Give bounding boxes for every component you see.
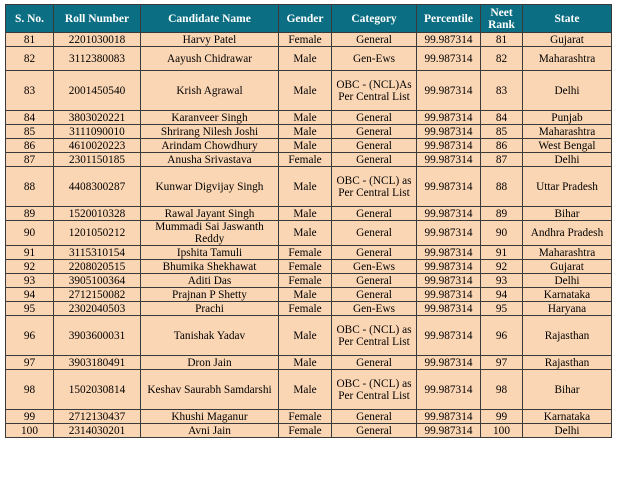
category-cell: General — [332, 153, 417, 167]
neet-rank-cell: 94 — [481, 288, 523, 302]
category-cell: General — [332, 221, 417, 246]
sno-cell: 96 — [6, 316, 54, 356]
table-row — [6, 424, 612, 438]
table-row — [6, 111, 612, 125]
percentile-cell: 99.987314 — [417, 71, 481, 111]
candidate-name-cell: Tanishak Yadav — [141, 316, 279, 356]
roll-number-cell: 3803020221 — [54, 111, 141, 125]
sno-cell: 90 — [6, 221, 54, 246]
percentile-cell: 99.987314 — [417, 153, 481, 167]
roll-number-cell: 4610020223 — [54, 139, 141, 153]
candidate-name-cell: Aayush Chidrawar — [141, 47, 279, 71]
state-cell: Delhi — [523, 153, 612, 167]
roll-number-cell: 3115310154 — [54, 246, 141, 260]
candidate-name-cell: Aditi Das — [141, 274, 279, 288]
sno-cell: 93 — [6, 274, 54, 288]
percentile-cell: 99.987314 — [417, 274, 481, 288]
roll-number-cell: 4408300287 — [54, 167, 141, 207]
neet-rank-cell: 91 — [481, 246, 523, 260]
percentile-cell: 99.987314 — [417, 424, 481, 438]
state-cell: Gujarat — [523, 260, 612, 274]
percentile-cell: 99.987314 — [417, 207, 481, 221]
sno-cell: 85 — [6, 125, 54, 139]
sno-cell: 83 — [6, 71, 54, 111]
percentile-cell: 99.987314 — [417, 302, 481, 316]
header-row — [6, 5, 612, 33]
state-cell: Maharashtra — [523, 246, 612, 260]
table-row — [6, 71, 612, 111]
gender-cell: Female — [279, 153, 332, 167]
candidate-name-cell: Khushi Maganur — [141, 410, 279, 424]
candidate-name-cell: Keshav Saurabh Samdarshi — [141, 370, 279, 410]
gender-cell: Male — [279, 316, 332, 356]
percentile-cell: 99.987314 — [417, 260, 481, 274]
gender-cell: Female — [279, 424, 332, 438]
roll-number-cell: 2314030201 — [54, 424, 141, 438]
sno-cell: 86 — [6, 139, 54, 153]
gender-cell: Male — [279, 111, 332, 125]
sno-cell: 97 — [6, 356, 54, 370]
percentile-cell: 99.987314 — [417, 221, 481, 246]
category-cell: OBC - (NCL) as Per Central List — [332, 167, 417, 207]
category-cell: General — [332, 410, 417, 424]
neet-rank-cell: 85 — [481, 125, 523, 139]
state-cell: Maharashtra — [523, 47, 612, 71]
table-row — [6, 125, 612, 139]
state-cell: Uttar Pradesh — [523, 167, 612, 207]
state-cell: Karnataka — [523, 288, 612, 302]
state-cell: Karnataka — [523, 410, 612, 424]
gender-cell: Female — [279, 33, 332, 47]
roll-number-cell: 3111090010 — [54, 125, 141, 139]
neet-rank-cell: 92 — [481, 260, 523, 274]
category-cell: General — [332, 356, 417, 370]
sno-cell: 82 — [6, 47, 54, 71]
table-row — [6, 221, 612, 246]
table-row — [6, 47, 612, 71]
sno-cell: 100 — [6, 424, 54, 438]
state-cell: Delhi — [523, 424, 612, 438]
gender-cell: Female — [279, 260, 332, 274]
roll-number-cell: 3903180491 — [54, 356, 141, 370]
category-cell: General — [332, 246, 417, 260]
col-header-sno: S. No. — [6, 5, 54, 33]
category-cell: General — [332, 288, 417, 302]
neet-rank-cell: 82 — [481, 47, 523, 71]
gender-cell: Male — [279, 288, 332, 302]
candidate-name-cell: Ipshita Tamuli — [141, 246, 279, 260]
sno-cell: 81 — [6, 33, 54, 47]
gender-cell: Female — [279, 274, 332, 288]
table-body — [6, 33, 612, 438]
candidate-name-cell: Prachi — [141, 302, 279, 316]
neet-rank-cell: 88 — [481, 167, 523, 207]
category-cell: OBC - (NCL) as Per Central List — [332, 316, 417, 356]
percentile-cell: 99.987314 — [417, 111, 481, 125]
percentile-cell: 99.987314 — [417, 316, 481, 356]
candidate-name-cell: Avni Jain — [141, 424, 279, 438]
gender-cell: Male — [279, 356, 332, 370]
roll-number-cell: 2712130437 — [54, 410, 141, 424]
gender-cell: Male — [279, 370, 332, 410]
table-row — [6, 288, 612, 302]
col-header-state: State — [523, 5, 612, 33]
state-cell: Maharashtra — [523, 125, 612, 139]
table-row — [6, 153, 612, 167]
roll-number-cell: 3905100364 — [54, 274, 141, 288]
neet-rank-cell: 100 — [481, 424, 523, 438]
roll-number-cell: 2208020515 — [54, 260, 141, 274]
percentile-cell: 99.987314 — [417, 356, 481, 370]
state-cell: Rajasthan — [523, 356, 612, 370]
state-cell: Punjab — [523, 111, 612, 125]
sno-cell: 91 — [6, 246, 54, 260]
category-cell: General — [332, 424, 417, 438]
table-row — [6, 207, 612, 221]
state-cell: Bihar — [523, 207, 612, 221]
gender-cell: Male — [279, 139, 332, 153]
state-cell: Bihar — [523, 370, 612, 410]
percentile-cell: 99.987314 — [417, 167, 481, 207]
sno-cell: 92 — [6, 260, 54, 274]
roll-number-cell: 2201030018 — [54, 33, 141, 47]
sno-cell: 95 — [6, 302, 54, 316]
category-cell: General — [332, 125, 417, 139]
gender-cell: Female — [279, 302, 332, 316]
table-row — [6, 246, 612, 260]
col-header-percentile: Percentile — [417, 5, 481, 33]
neet-rank-cell: 83 — [481, 71, 523, 111]
sno-cell: 98 — [6, 370, 54, 410]
neet-rank-cell: 99 — [481, 410, 523, 424]
col-header-roll-number: Roll Number — [54, 5, 141, 33]
category-cell: General — [332, 274, 417, 288]
neet-rank-cell: 87 — [481, 153, 523, 167]
neet-rank-cell: 96 — [481, 316, 523, 356]
sno-cell: 99 — [6, 410, 54, 424]
candidate-name-cell: Anusha Srivastava — [141, 153, 279, 167]
roll-number-cell: 2712150082 — [54, 288, 141, 302]
percentile-cell: 99.987314 — [417, 33, 481, 47]
gender-cell: Female — [279, 410, 332, 424]
sno-cell: 84 — [6, 111, 54, 125]
table-row — [6, 370, 612, 410]
percentile-cell: 99.987314 — [417, 370, 481, 410]
neet-rank-cell: 84 — [481, 111, 523, 125]
gender-cell: Female — [279, 246, 332, 260]
sno-cell: 88 — [6, 167, 54, 207]
neet-rank-cell: 97 — [481, 356, 523, 370]
state-cell: Delhi — [523, 71, 612, 111]
state-cell: West Bengal — [523, 139, 612, 153]
candidate-name-cell: Rawal Jayant Singh — [141, 207, 279, 221]
category-cell: OBC - (NCL) as Per Central List — [332, 370, 417, 410]
candidate-name-cell: Krish Agrawal — [141, 71, 279, 111]
sno-cell: 89 — [6, 207, 54, 221]
category-cell: OBC - (NCL)As Per Central List — [332, 71, 417, 111]
category-cell: General — [332, 33, 417, 47]
roll-number-cell: 2001450540 — [54, 71, 141, 111]
candidate-name-cell: Bhumika Shekhawat — [141, 260, 279, 274]
percentile-cell: 99.987314 — [417, 288, 481, 302]
candidate-name-cell: Dron Jain — [141, 356, 279, 370]
percentile-cell: 99.987314 — [417, 246, 481, 260]
category-cell: Gen-Ews — [332, 260, 417, 274]
category-cell: General — [332, 139, 417, 153]
percentile-cell: 99.987314 — [417, 47, 481, 71]
neet-rank-cell: 81 — [481, 33, 523, 47]
gender-cell: Male — [279, 125, 332, 139]
candidate-name-cell: Shrirang Nilesh Joshi — [141, 125, 279, 139]
table-row — [6, 260, 612, 274]
neet-rank-cell: 98 — [481, 370, 523, 410]
candidate-name-cell: Arindam Chowdhury — [141, 139, 279, 153]
neet-rank-cell: 95 — [481, 302, 523, 316]
state-cell: Rajasthan — [523, 316, 612, 356]
table-row — [6, 356, 612, 370]
candidate-name-cell: Karanveer Singh — [141, 111, 279, 125]
col-header-neet-rank: Neet Rank — [481, 5, 523, 33]
sno-cell: 87 — [6, 153, 54, 167]
neet-rank-cell: 90 — [481, 221, 523, 246]
gender-cell: Male — [279, 167, 332, 207]
candidate-name-cell: Harvy Patel — [141, 33, 279, 47]
table-row — [6, 410, 612, 424]
category-cell: Gen-Ews — [332, 302, 417, 316]
gender-cell: Male — [279, 221, 332, 246]
roll-number-cell: 1201050212 — [54, 221, 141, 246]
percentile-cell: 99.987314 — [417, 410, 481, 424]
candidate-name-cell: Prajnan P Shetty — [141, 288, 279, 302]
roll-number-cell: 3112380083 — [54, 47, 141, 71]
gender-cell: Male — [279, 71, 332, 111]
state-cell: Delhi — [523, 274, 612, 288]
category-cell: General — [332, 207, 417, 221]
roll-number-cell: 1502030814 — [54, 370, 141, 410]
category-cell: Gen-Ews — [332, 47, 417, 71]
table-row — [6, 139, 612, 153]
percentile-cell: 99.987314 — [417, 125, 481, 139]
neet-rank-cell: 89 — [481, 207, 523, 221]
candidate-name-cell: Kunwar Digvijay Singh — [141, 167, 279, 207]
gender-cell: Male — [279, 47, 332, 71]
roll-number-cell: 2301150185 — [54, 153, 141, 167]
col-header-candidate-name: Candidate Name — [141, 5, 279, 33]
sno-cell: 94 — [6, 288, 54, 302]
col-header-gender: Gender — [279, 5, 332, 33]
results-table — [5, 4, 612, 438]
neet-rank-cell: 86 — [481, 139, 523, 153]
candidate-name-cell: Mummadi Sai Jaswanth Reddy — [141, 221, 279, 246]
table-row — [6, 316, 612, 356]
table-row — [6, 167, 612, 207]
roll-number-cell: 2302040503 — [54, 302, 141, 316]
roll-number-cell: 1520010328 — [54, 207, 141, 221]
category-cell: General — [332, 111, 417, 125]
gender-cell: Male — [279, 207, 332, 221]
neet-rank-cell: 93 — [481, 274, 523, 288]
state-cell: Gujarat — [523, 33, 612, 47]
col-header-category: Category — [332, 5, 417, 33]
state-cell: Haryana — [523, 302, 612, 316]
state-cell: Andhra Pradesh — [523, 221, 612, 246]
roll-number-cell: 3903600031 — [54, 316, 141, 356]
table-row — [6, 302, 612, 316]
table-row — [6, 274, 612, 288]
table-row — [6, 33, 612, 47]
percentile-cell: 99.987314 — [417, 139, 481, 153]
